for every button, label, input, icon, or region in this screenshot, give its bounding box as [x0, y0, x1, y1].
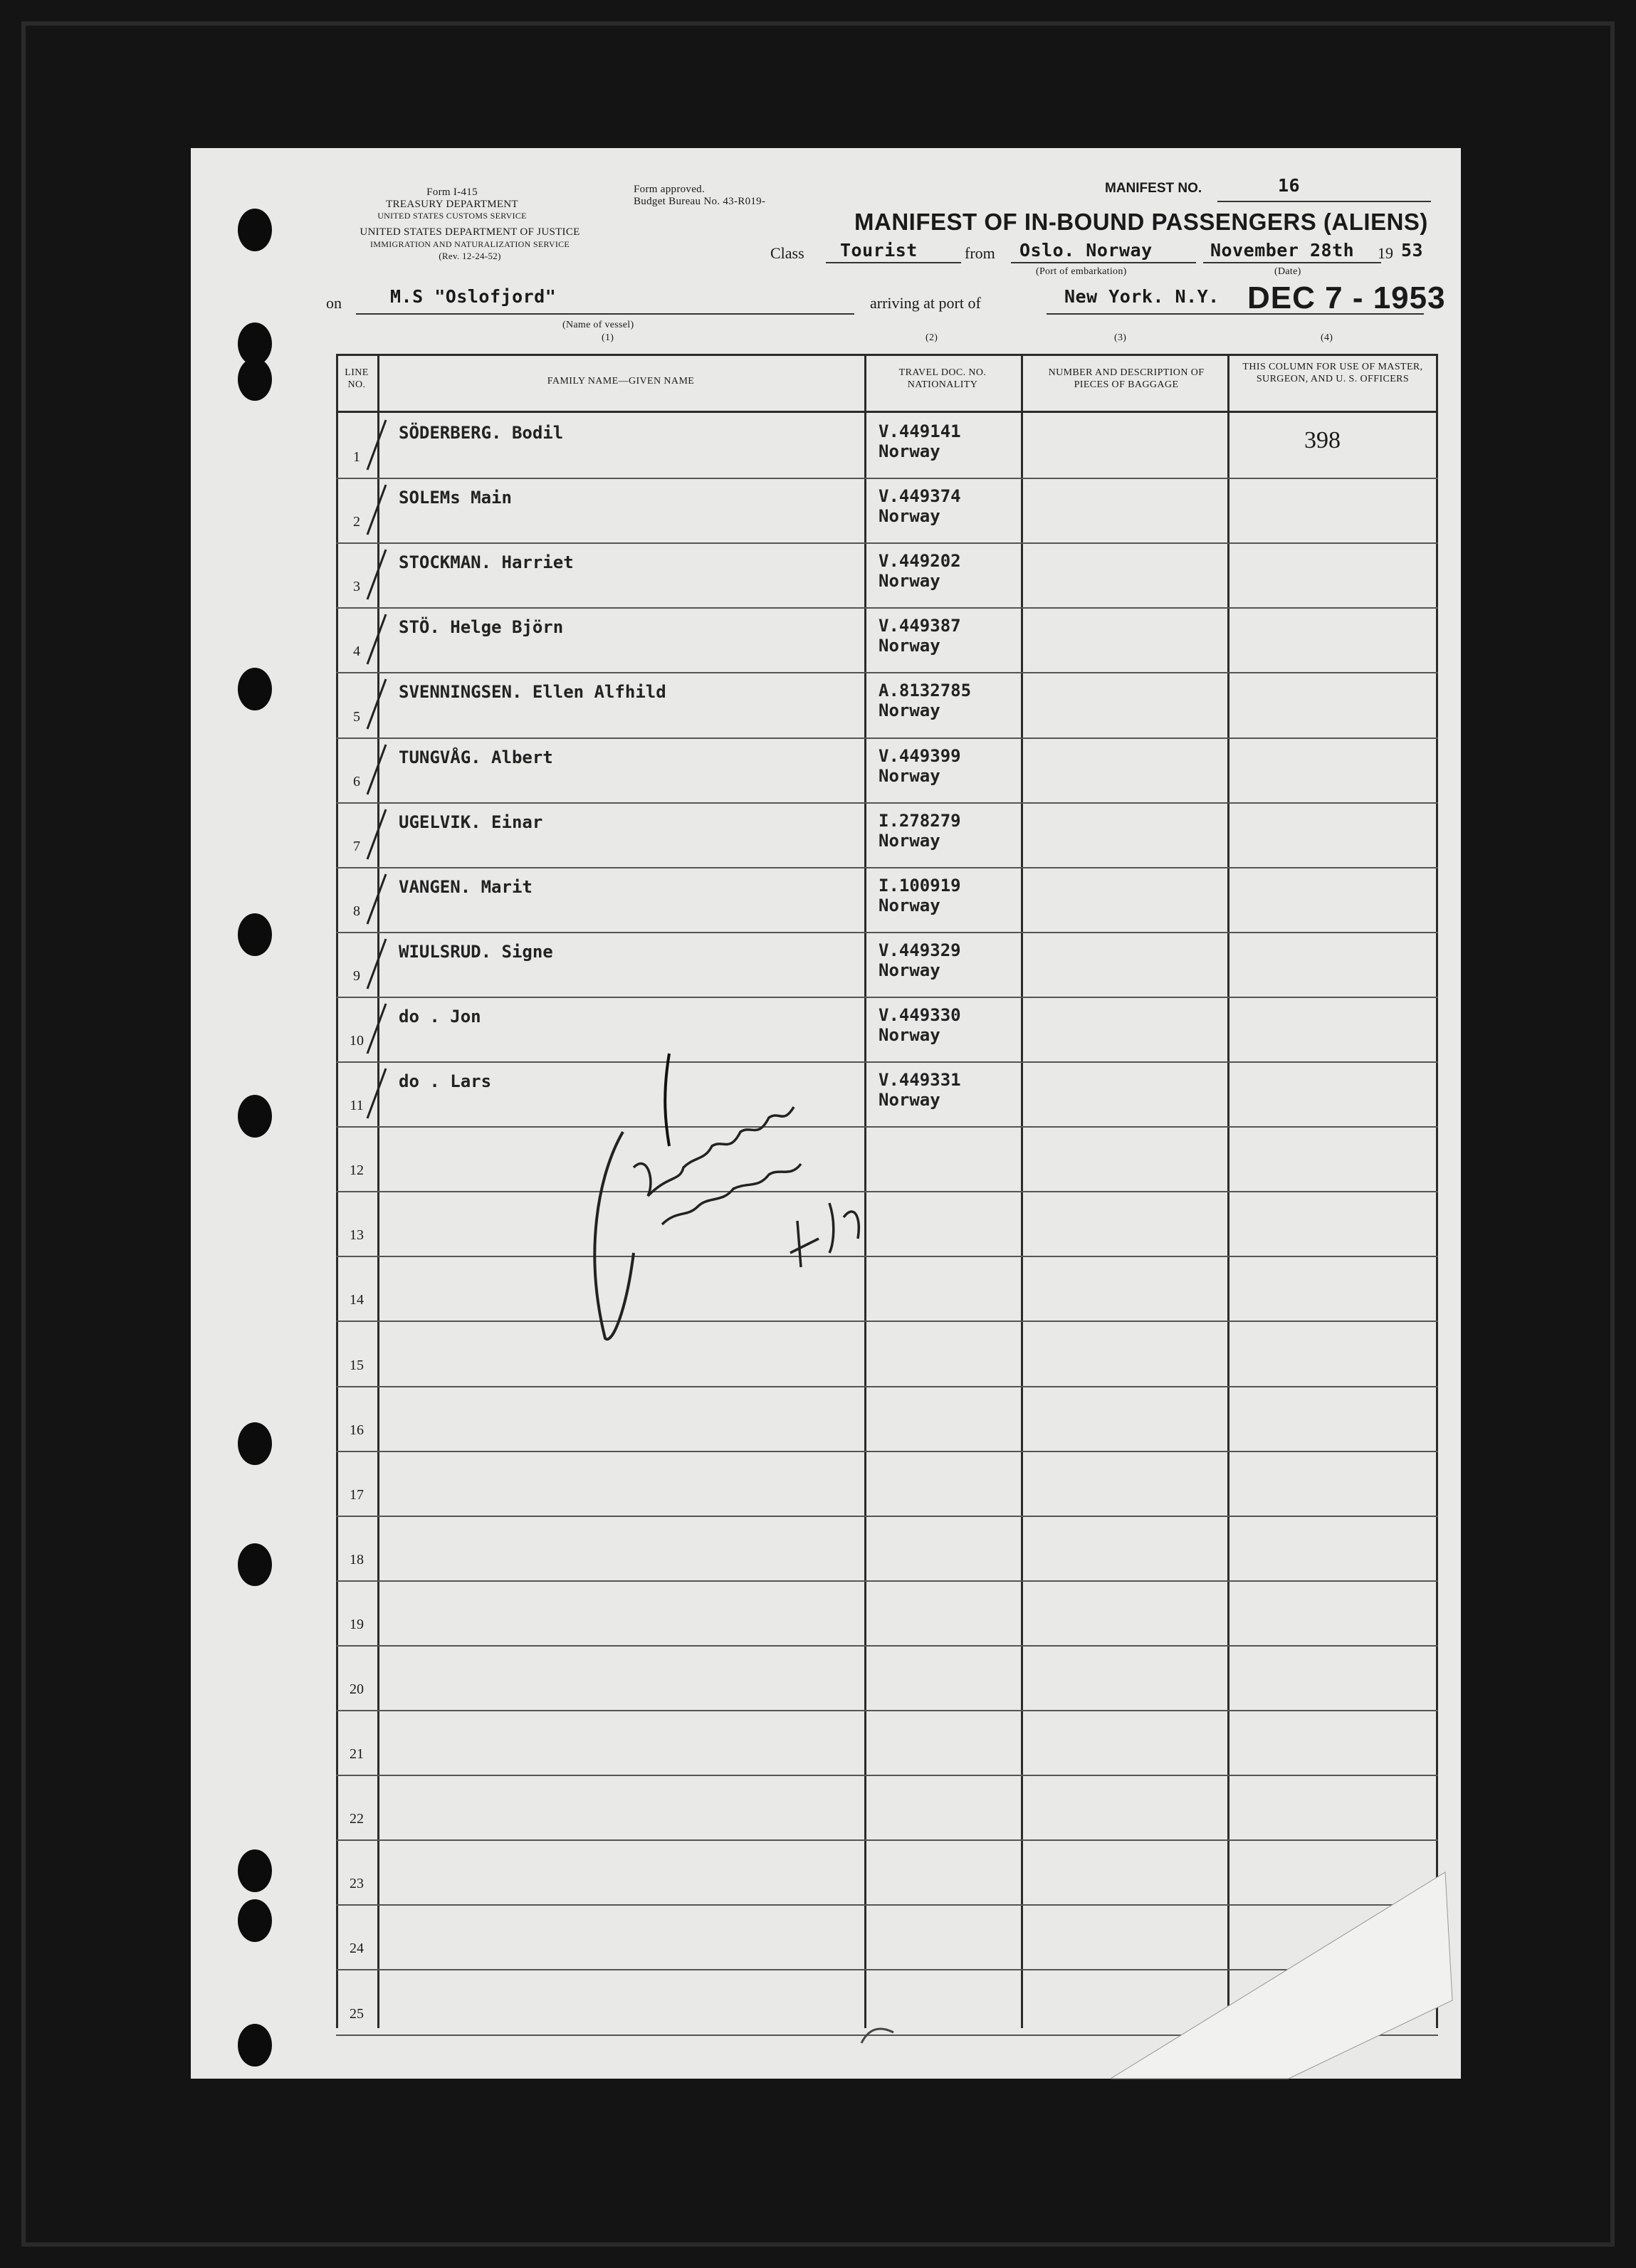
- nationality: Norway: [879, 700, 940, 721]
- passenger-name: SOLEMs Main: [399, 488, 512, 508]
- nationality: Norway: [879, 1024, 940, 1045]
- passenger-name: do . Jon: [399, 1006, 481, 1027]
- line-number: 3: [353, 579, 360, 595]
- row-divider: [336, 1516, 1438, 1517]
- port-value: Oslo. Norway: [1019, 240, 1153, 261]
- punch-hole: [238, 1543, 272, 1586]
- travel-doc-number: V.449202: [879, 551, 961, 572]
- line-number: 17: [350, 1486, 364, 1503]
- passenger-name: STÖ. Helge Björn: [399, 617, 564, 638]
- col2-number: (2): [926, 332, 938, 343]
- travel-doc-number: V.449141: [879, 421, 961, 441]
- year-prefix: 19: [1378, 244, 1393, 262]
- class-value: Tourist: [840, 240, 918, 261]
- line-number: 2: [353, 514, 360, 530]
- row-divider: [336, 672, 1438, 673]
- row-divider: [336, 802, 1438, 804]
- line-number: 9: [353, 967, 360, 984]
- travel-doc-number: I.100919: [879, 875, 961, 896]
- line-number: 25: [350, 2005, 364, 2022]
- row-divider: [336, 1580, 1438, 1582]
- line-number: 20: [350, 1681, 364, 1697]
- travel-doc-number: V.449374: [879, 486, 961, 507]
- punch-hole: [238, 2024, 272, 2067]
- arriving-label: arriving at port of: [870, 294, 981, 312]
- header-officers: THIS COLUMN FOR USE OF MASTER, SURGEON, AND U. S. OFFICERS: [1242, 362, 1423, 384]
- punch-hole: [238, 1849, 272, 1892]
- line-number: 23: [350, 1876, 364, 1892]
- row-divider: [336, 542, 1438, 544]
- line-number: 1: [353, 449, 360, 466]
- passenger-name: UGELVIK. Einar: [399, 812, 543, 832]
- line-number: 24: [350, 1941, 364, 1957]
- passenger-name: do . Lars: [399, 1071, 492, 1091]
- line-number: 10: [350, 1033, 364, 1049]
- manifest-no-value: 16: [1278, 175, 1301, 196]
- punch-hole: [238, 668, 272, 710]
- port-line: [1011, 262, 1196, 263]
- line-number: 15: [350, 1357, 364, 1373]
- nationality: Norway: [879, 1090, 940, 1110]
- line-number: 12: [350, 1162, 364, 1179]
- nationality: Norway: [879, 830, 940, 851]
- passenger-name: SÖDERBERG. Bodil: [399, 423, 564, 443]
- budget-bureau: Budget Bureau No. 43-R019-: [634, 196, 766, 207]
- justice-dept: UNITED STATES DEPARTMENT OF JUSTICE: [360, 226, 580, 238]
- punch-hole: [238, 209, 272, 251]
- date-value: November 28th: [1210, 240, 1355, 261]
- date-line: [1203, 262, 1381, 263]
- line-number: 18: [350, 1551, 364, 1568]
- vessel-caption: (Name of vessel): [562, 320, 634, 330]
- nationality: Norway: [879, 895, 940, 915]
- manifest-no-label: MANIFEST NO.: [1105, 181, 1202, 196]
- vessel-line: [356, 313, 854, 315]
- line-number: 14: [350, 1292, 364, 1308]
- header-line-no: LINE NO.: [345, 367, 369, 390]
- nationality: Norway: [879, 506, 940, 527]
- travel-doc-number: A.8132785: [879, 681, 972, 701]
- travel-doc-number: V.449331: [879, 1070, 961, 1090]
- header-doc: TRAVEL DOC. NO. NATIONALITY: [898, 367, 987, 390]
- form-number: Form I-415: [426, 187, 478, 198]
- row-divider: [336, 607, 1438, 609]
- passenger-name: VANGEN. Marit: [399, 876, 533, 897]
- line-number: 11: [350, 1098, 364, 1114]
- punch-hole: [238, 358, 272, 401]
- header-name: FAMILY NAME—GIVEN NAME: [547, 376, 695, 387]
- on-label: on: [326, 294, 342, 312]
- row-divider: [336, 867, 1438, 868]
- line-number: 22: [350, 1811, 364, 1827]
- line-number: 5: [353, 708, 360, 725]
- port-caption: (Port of embarkation): [1036, 266, 1127, 277]
- passenger-name: WIULSRUD. Signe: [399, 941, 553, 962]
- row-divider: [336, 932, 1438, 933]
- vessel-value: M.S "Oslofjord": [390, 286, 557, 307]
- handwritten-signature: [555, 1039, 954, 1367]
- class-label: Class: [770, 244, 804, 262]
- col4-number: (4): [1321, 332, 1333, 343]
- vessel-col-number: (1): [602, 332, 614, 343]
- line-number: 21: [350, 1746, 364, 1763]
- travel-doc-number: V.449330: [879, 1004, 961, 1025]
- date-caption: (Date): [1274, 266, 1301, 277]
- nationality: Norway: [879, 571, 940, 592]
- pen-mark: [854, 2022, 904, 2050]
- folded-corner: [1111, 1851, 1467, 2086]
- nationality: Norway: [879, 765, 940, 786]
- header-bottom-border: [336, 411, 1438, 413]
- officer-note: 398: [1304, 427, 1341, 453]
- row-divider: [336, 997, 1438, 998]
- year-value: 53: [1401, 240, 1424, 261]
- nationality: Norway: [879, 636, 940, 656]
- line-number: 19: [350, 1616, 364, 1632]
- passenger-name: STOCKMAN. Harriet: [399, 552, 574, 573]
- row-divider: [336, 1645, 1438, 1647]
- header-baggage: NUMBER AND DESCRIPTION OF PIECES OF BAGGAGE: [1048, 367, 1205, 390]
- passenger-name: TUNGVÅG. Albert: [399, 747, 553, 767]
- customs-service: UNITED STATES CUSTOMS SERVICE: [377, 211, 527, 221]
- line-number: 13: [350, 1227, 364, 1244]
- punch-hole: [238, 1095, 272, 1138]
- nationality: Norway: [879, 960, 940, 980]
- ins-service: IMMIGRATION AND NATURALIZATION SERVICE: [369, 239, 570, 249]
- travel-doc-number: I.278279: [879, 810, 961, 831]
- line-number: 4: [353, 644, 360, 660]
- form-approved: Form approved.: [634, 184, 706, 195]
- punch-hole: [238, 913, 272, 956]
- col3-number: (3): [1114, 332, 1127, 343]
- row-divider: [336, 1386, 1438, 1387]
- nationality: Norway: [879, 441, 940, 461]
- date-stamp: DEC 7 - 1953: [1247, 280, 1446, 315]
- line-number: 7: [353, 838, 360, 854]
- travel-doc-number: V.449399: [879, 745, 961, 766]
- line-number: 16: [350, 1422, 364, 1438]
- row-divider: [336, 737, 1438, 739]
- travel-doc-number: V.449387: [879, 616, 961, 636]
- class-line: [826, 262, 961, 263]
- line-number: 8: [353, 903, 360, 919]
- row-divider: [336, 1839, 1438, 1841]
- row-divider: [336, 478, 1438, 479]
- table-top-border: [336, 354, 1438, 356]
- travel-doc-number: V.449329: [879, 940, 961, 960]
- row-divider: [336, 1775, 1438, 1776]
- punch-hole: [238, 1899, 272, 1942]
- manifest-title: MANIFEST OF IN-BOUND PASSENGERS (ALIENS): [854, 209, 1428, 235]
- passenger-name: SVENNINGSEN. Ellen Alfhild: [399, 682, 666, 703]
- row-divider: [336, 1451, 1438, 1452]
- manifest-no-line: [1217, 201, 1431, 202]
- treasury-dept: TREASURY DEPARTMENT: [386, 199, 518, 210]
- from-label: from: [965, 244, 995, 262]
- line-number: 6: [353, 773, 360, 789]
- row-divider: [336, 1710, 1438, 1711]
- arrival-port: New York. N.Y.: [1064, 286, 1220, 307]
- revision-date: (Rev. 12-24-52): [439, 251, 501, 261]
- punch-hole: [238, 1422, 272, 1465]
